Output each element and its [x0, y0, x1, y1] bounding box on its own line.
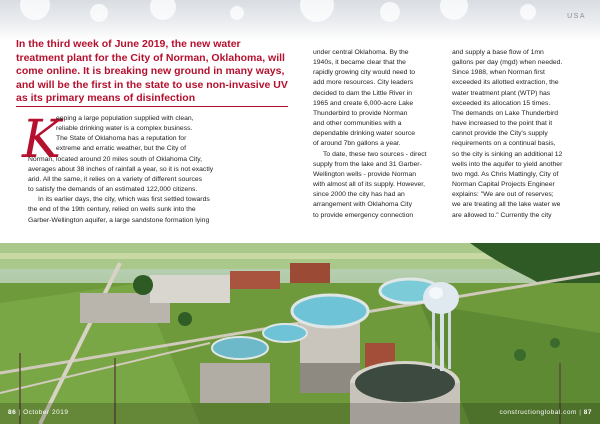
col1-line: Norman, located around 20 miles south of Oklahoma City,: [28, 155, 203, 163]
col1-line: eeping a large population supplied with clean,: [56, 115, 194, 122]
col2-line: to provide emergency connection: [313, 211, 414, 219]
website-link[interactable]: constructionglobal.com: [499, 409, 577, 416]
col2-line: add more resources. City leaders: [313, 79, 414, 87]
aerial-photo-water-treatment-plant: [0, 243, 600, 424]
col3-line: are allowed to." Currently the city: [452, 211, 552, 219]
col1-line: arid. All the same, it relies on a variety of different sources: [28, 175, 203, 183]
col3-line: we are treating all the lake water we: [452, 201, 561, 209]
col2-line: supply from the lake and 31 Garber-: [313, 160, 422, 168]
col2-line: decided to dam the Little River in: [313, 89, 412, 97]
col2-line: arrangement with Oklahoma City: [313, 201, 412, 209]
col3-line: explains: "We are out of reserves;: [452, 191, 554, 199]
col1-line: extreme and erratic weather, but the City of: [56, 145, 186, 153]
column-1: [28, 114, 290, 226]
col1-line: reliable drinking water is a complex business.: [56, 125, 193, 133]
col1-line: In its earlier days, the city, which was first settled towards: [38, 196, 210, 204]
bokeh-header-background: [0, 0, 600, 40]
col3-line: and supply a base flow of 1mn: [452, 49, 544, 56]
drop-cap: K: [22, 110, 61, 170]
col1-line: Garber-Wellington aquifer, a large sandstone formation lying: [28, 216, 210, 224]
col3-line: Since 1988, when Norman first: [452, 69, 545, 77]
col2-line: Wellington wells - provide Norman: [313, 170, 417, 178]
col3-line: so the city is sinking an additional 12: [452, 150, 563, 158]
footer-separator: |: [18, 409, 21, 416]
col2-line: To date, these two sources - direct: [323, 150, 427, 158]
col2-line: with almost all of its supply. However,: [313, 181, 426, 189]
col3-line: two mgd. As Chris Mattingly, City of: [452, 170, 559, 178]
issue-date: October 2019: [23, 409, 69, 416]
col3-line: requirements on a continual basis,: [452, 140, 556, 148]
page-number-right: 87: [583, 409, 592, 416]
col1-line: to satisfy the demands of an estimated 122,000 citizens.: [28, 186, 198, 194]
footer-right: [499, 409, 592, 416]
col2-line: under central Oklahoma. By the: [313, 49, 409, 56]
col2-line: and other communities with a: [313, 120, 402, 128]
headline-divider: [16, 106, 288, 107]
col3-line: gallons per day (mgd) when needed.: [452, 59, 563, 67]
footer-left: [8, 409, 68, 416]
col2-line: 1965 and create 6,000-acre Lake: [313, 99, 414, 107]
col3-line: exceeded its allotted extraction, the: [452, 79, 559, 87]
column-3: [452, 48, 584, 221]
col3-line: water treatment plant (WTP) has: [452, 89, 551, 97]
article-headline: In the third week of June 2019, the new water treatment plant for the City of Norman, Oklahoma, will come online. It is breaking new ground in many ways, and will be the first in the state to use non-invasive UV as its primary means of disinfection: [16, 38, 288, 104]
col2-line: of around 7bn gallons a year.: [313, 140, 401, 148]
col3-line: cannot provide the City's supply: [452, 130, 548, 138]
col3-line: wells into the aquifer to yield another: [452, 160, 563, 168]
section-tag: USA: [567, 13, 586, 20]
col2-line: dependable drinking water source: [313, 130, 416, 138]
col2-line: rapidly growing city would need to: [313, 69, 416, 77]
column-2: [313, 48, 445, 221]
col2-line: since 2000 the city has had an: [313, 191, 405, 199]
col3-line: The demands on Lake Thunderbird: [452, 109, 559, 117]
page-number-left: 86: [8, 409, 17, 416]
col3-line: have increased to the point that it: [452, 120, 553, 128]
col1-line: averages about 38 inches of rainfall a year, so it is not exactly: [28, 165, 214, 173]
col1-line: the end of the 19th century, relied on wells sunk into the: [28, 206, 196, 214]
col2-line: 1940s, it became clear that the: [313, 59, 406, 67]
col1-line: The State of Oklahoma has a reputation for: [56, 135, 187, 143]
col3-line: Norman Capital Projects Engineer: [452, 181, 555, 189]
footer-separator: |: [579, 409, 582, 416]
col2-line: Thunderbird to provide Norman: [313, 109, 408, 117]
aerial-photo-illustration: [0, 243, 600, 424]
col3-line: exceeded its allocation 15 times.: [452, 99, 551, 107]
